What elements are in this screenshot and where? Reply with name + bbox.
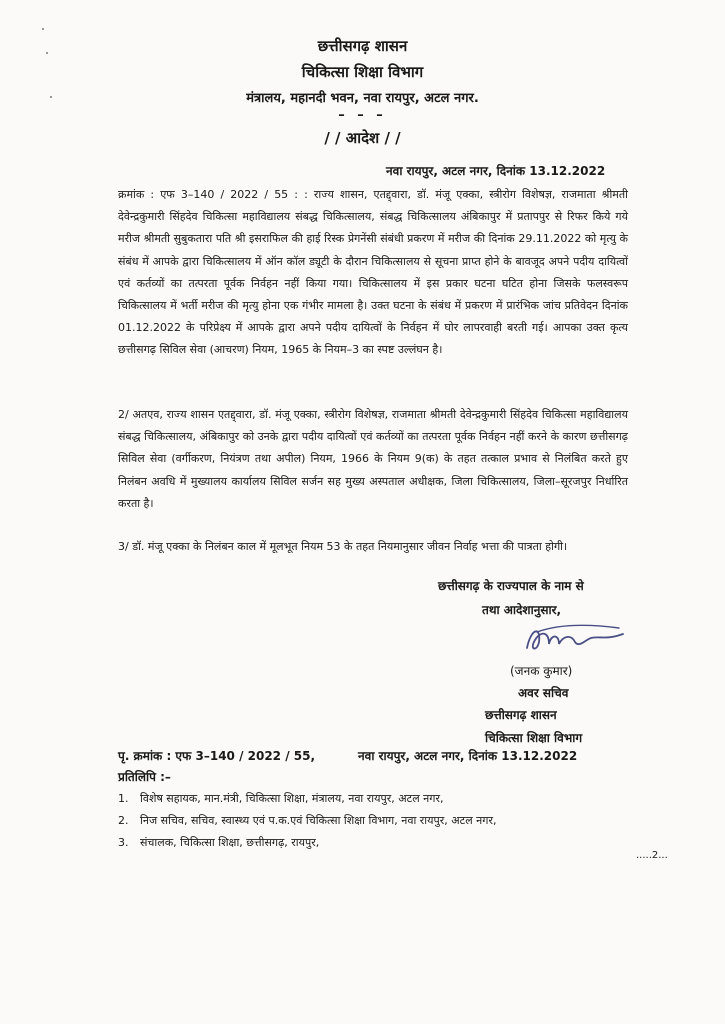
order-paragraph-1: क्रमांक : एफ 3–140 / 2022 / 55 : : राज्य शासन, एतद्द्वारा, डॉ. मंजू एक्का, स्त्रीरोग विशेषज्ञ, राजमाता श्रीमती देवेन्द्रकुमारी सिंहदेव चिकित्सा महाविद्यालय संबद्ध चिकित्सालय, संबद्ध चिकित्सालय अंबिकापुर में प्रतापपुर से रिफर किये गये मरीज श्रीमती सुबुकतारा पति श्री इसराफिल की हाई रिस्क प्रेगनेंसी संबंधी प्रकरण में मरीज की दिनांक 29.11.2022 को मृत्यु के संबंध में आपके द्वारा चिकित्सालय में ऑन कॉल ड्यूटी के दौरान चिकित्सालय से सूचना प्राप्त होने के बावजूद अपने पदीय दायित्वों एवं कर्तव्यों का तत्परता पूर्वक निर्वहन नहीं किया गया। चिकित्सालय में इस प्रकार घटना घटित होना जिसके फलस्वरूप चिकित्सालय में भर्ती मरीज की मृत्यु होना एक गंभीर मामला है। उक्त घटना के संबंध में प्रकरण में प्रारंभिक जांच प्रतिवेदन दिनांक 01.12.2022 के परिप्रेक्ष्य में आपके द्वारा अपने पदीय दायित्वों के निर्वहन में घोर लापरवाही बरती गई। आपका उक्त कृत्य छत्तीसगढ़ सिविल सेवा (आचरण) नियम, 1965 के नियम–3 का स्पष्ट उल्लंघन है। (118, 188, 628, 357)
list-item-number: 2. (118, 814, 129, 827)
list-item-number: 1. (118, 792, 129, 805)
signatory-name: (जनक कुमार) (510, 664, 573, 678)
signature-authority-line1: छत्तीसगढ़ के राज्यपाल के नाम से (438, 579, 584, 593)
signature-authority-line2: तथा आदेशानुसार, (482, 603, 562, 617)
copy-reference-number: पृ. क्रमांक : एफ 3–140 / 2022 / 55, (118, 749, 316, 763)
signatory-department: चिकित्सा शिक्षा विभाग (485, 731, 583, 745)
scan-speck (42, 28, 44, 30)
page-number: .....2... (636, 850, 668, 861)
list-item (118, 812, 496, 834)
list-item-text: विशेष सहायक, मान.मंत्री, चिकित्सा शिक्षा, मंत्रालय, नवा रायपुर, अटल नगर, (140, 792, 444, 805)
copy-recipient-list (118, 790, 496, 856)
list-item (118, 834, 496, 856)
header-government: छत्तीसगढ़ शासन (317, 37, 408, 55)
signatory-government: छत्तीसगढ़ शासन (485, 708, 557, 722)
list-item-text: संचालक, चिकित्सा शिक्षा, छत्तीसगढ़, रायपुर, (140, 836, 320, 849)
signatory-designation: अवर सचिव (518, 686, 569, 700)
copy-reference-date: नवा रायपुर, अटल नगर, दिनांक 13.12.2022 (358, 749, 578, 763)
order-dateline: नवा रायपुर, अटल नगर, दिनांक 13.12.2022 (386, 164, 606, 178)
list-item-number: 3. (118, 836, 129, 849)
header-divider: – – – (338, 108, 387, 123)
order-title: / / आदेश / / (324, 129, 401, 147)
list-item (118, 790, 496, 812)
order-paragraph-3: 3/ डॉ. मंजू एक्का के निलंबन काल में मूलभूत नियम 53 के तहत नियमानुसार जीवन निर्वाह भत्ता की पात्रता होगी। (118, 540, 568, 553)
handwritten-signature (519, 618, 629, 660)
header-department: चिकित्सा शिक्षा विभाग (301, 63, 424, 81)
header-address: मंत्रालय, महानदी भवन, नवा रायपुर, अटल नगर. (246, 91, 479, 106)
copy-heading: प्रतिलिपि :– (118, 770, 171, 784)
order-paragraph-2: 2/ अतएव, राज्य शासन एतद्द्वारा, डॉ. मंजू एक्का, स्त्रीरोग विशेषज्ञ, राजमाता श्रीमती देवेन्द्रकुमारी सिंहदेव चिकित्सा महाविद्यालय संबद्ध चिकित्सालय, अंबिकापुर को उनके द्वारा पदीय दायित्वों एवं कर्तव्यों का तत्परता पूर्वक निर्वहन नहीं करने के कारण छत्तीसगढ़ सिविल सेवा (वर्गीकरण, नियंत्रण तथा अपील) नियम, 1966 के नियम 9(क) के तहत तत्काल प्रभाव से निलंबित करते हुए निलंबन अवधि में मुख्यालय कार्यालय सिविल सर्जन सह मुख्य अस्पताल अधीक्षक, जिला चिकित्सालय, जिला–सूरजपुर निर्धारित करता है। (118, 408, 628, 510)
list-item-text: निज सचिव, सचिव, स्वास्थ्य एवं प.क.एवं चिकित्सा शिक्षा विभाग, नवा रायपुर, अटल नगर, (140, 814, 497, 827)
